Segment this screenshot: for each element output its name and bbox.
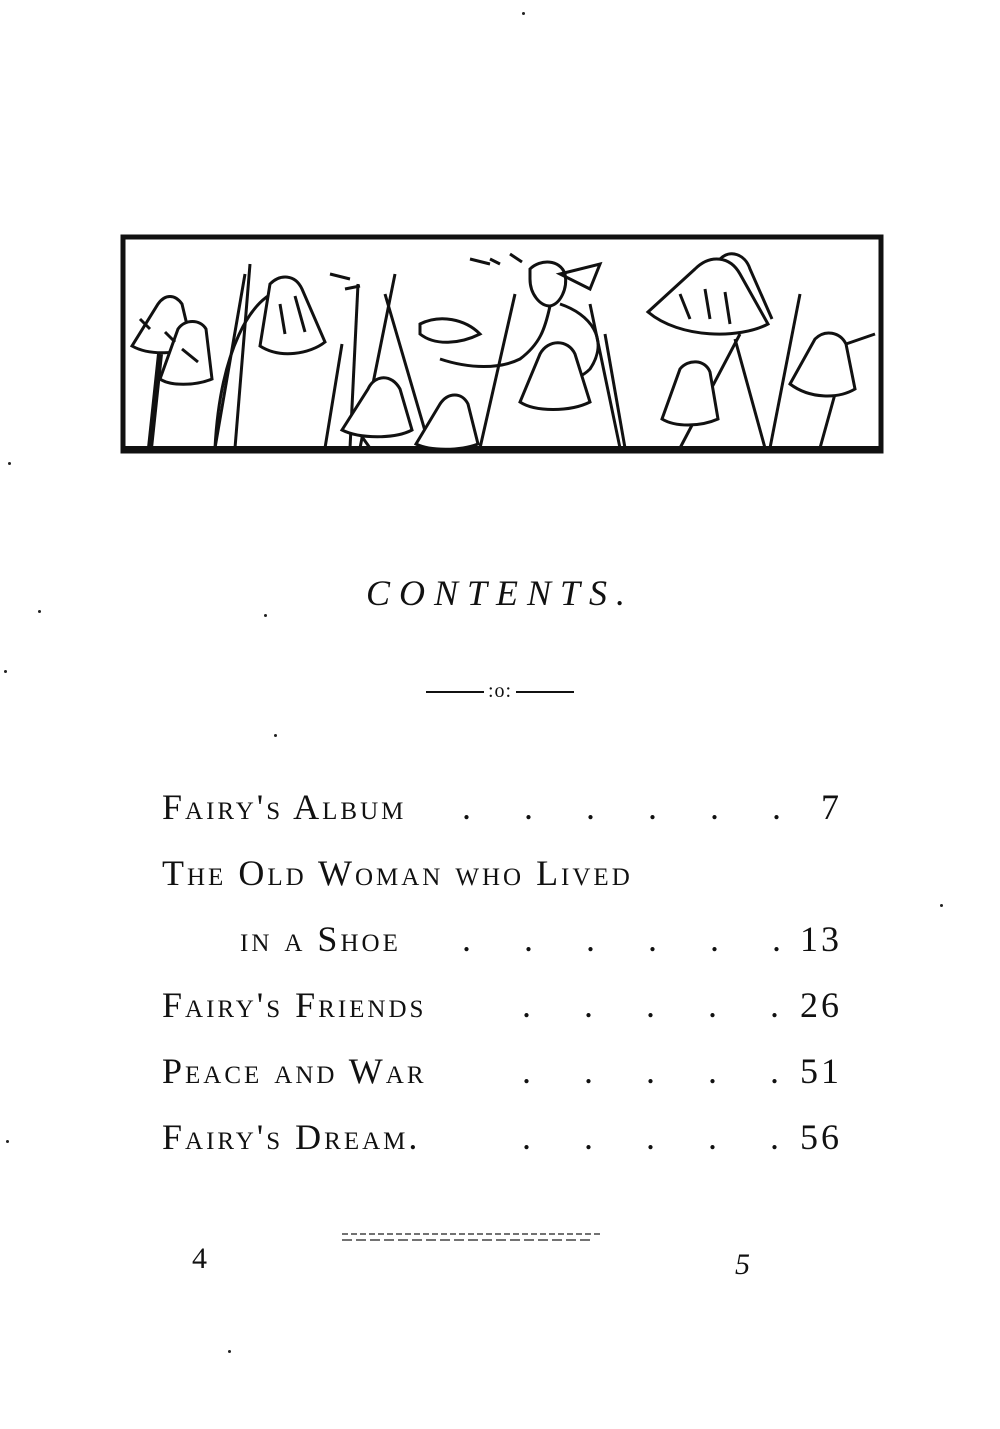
print-speck: [4, 670, 7, 673]
toc-entry: [162, 918, 842, 984]
toc-entry-title: in a Shoe: [240, 919, 401, 959]
print-speck: [38, 610, 41, 613]
toc-entry-page: 7: [821, 787, 842, 827]
toc-entry: [162, 852, 842, 918]
toc-entry-page: 56: [800, 1117, 842, 1157]
toc-entry-page: 13: [800, 919, 842, 959]
print-speck: [274, 734, 277, 737]
ornament-glyph: :o:: [487, 680, 513, 702]
print-speck: [940, 904, 943, 907]
toc-leader-dots: . . . . . .: [462, 919, 803, 959]
toc-entry-title: The Old Woman who Lived: [162, 853, 633, 893]
toc-leader-dots: . . . . .: [522, 1051, 801, 1091]
toc-entry: [162, 1050, 842, 1116]
toc-entry-title: Peace and War: [162, 1051, 427, 1091]
toc-entry-title: Fairy's Friends: [162, 985, 427, 1025]
print-speck: [8, 462, 11, 465]
ornament-rule-left: [426, 691, 484, 693]
bottom-ornamental-rule: [340, 1232, 602, 1242]
toc-entry: [162, 1116, 842, 1182]
ornament-divider: [0, 680, 1000, 703]
toc-entry-page: 51: [800, 1051, 842, 1091]
toc-entry: [162, 984, 842, 1050]
table-of-contents: [162, 786, 842, 1182]
bluebell-headpiece-illustration: [120, 234, 884, 462]
page-number-left: 4: [192, 1242, 207, 1275]
toc-entry-title: Fairy's Dream.: [162, 1117, 421, 1157]
toc-leader-dots: . . . . . .: [462, 787, 803, 827]
print-speck: [6, 1140, 9, 1143]
contents-heading: CONTENTS.: [365, 573, 635, 613]
toc-leader-dots: . . . . .: [522, 1117, 801, 1157]
toc-entry-page: 26: [800, 985, 842, 1025]
page-number-right: 5: [735, 1248, 750, 1281]
toc-leader-dots: . . . . .: [522, 985, 801, 1025]
print-speck: [228, 1350, 231, 1353]
toc-entry: [162, 786, 842, 852]
print-speck: [264, 614, 267, 617]
ornament-rule-right: [516, 691, 574, 693]
print-speck: [522, 12, 525, 15]
toc-entry-title: Fairy's Album: [162, 787, 407, 827]
